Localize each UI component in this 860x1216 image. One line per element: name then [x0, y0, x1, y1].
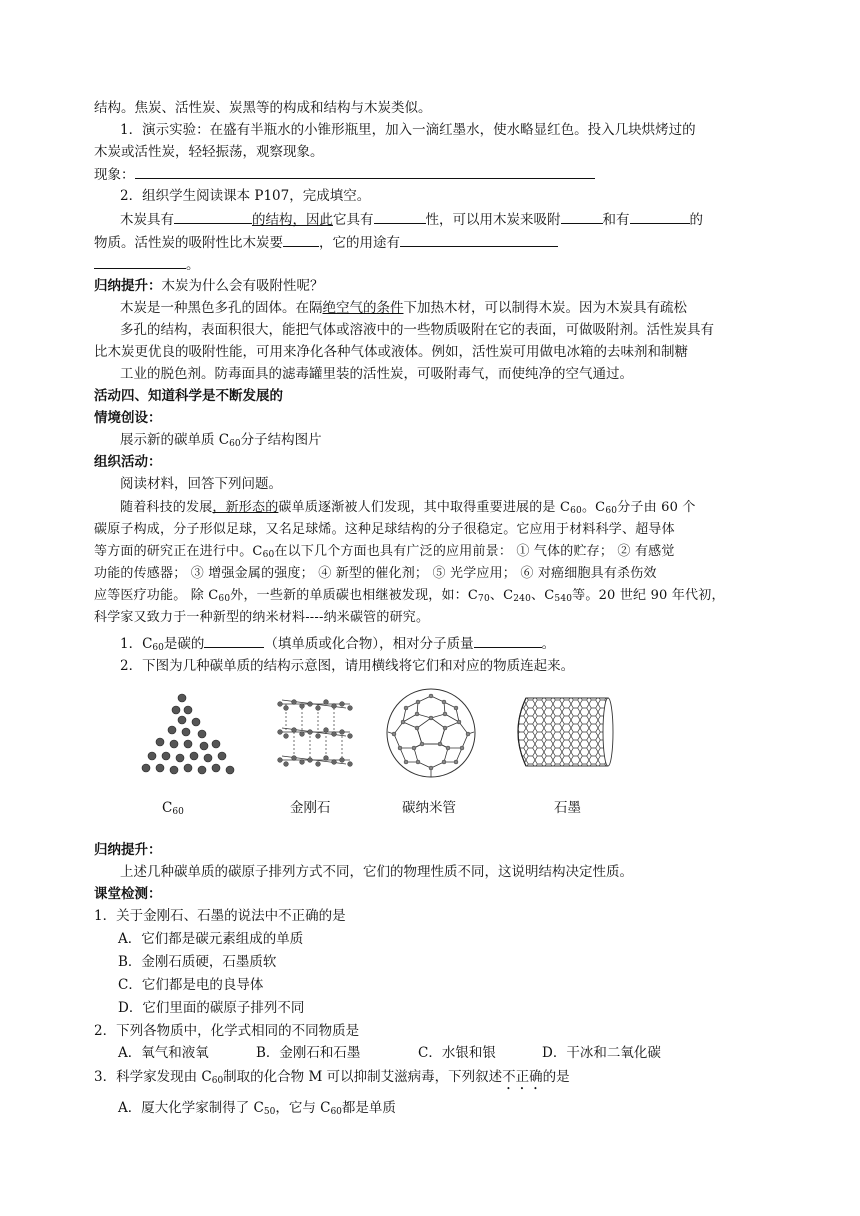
subscript: 70	[478, 594, 490, 604]
organize-text: 阅读材料，回答下列问题。	[120, 476, 282, 492]
reading-line: 碳原子构成，分子形似足球，又名足球烯。这种足球结构的分子很稳定。它应用于材料科学、超导体	[94, 522, 675, 537]
answer-blank[interactable]	[174, 209, 252, 224]
text-line	[120, 298, 687, 318]
fill-blank-line	[120, 209, 703, 230]
graphite-layer-structure-image	[272, 690, 356, 778]
activity-title: 活动四、知道科学是不断发展的	[94, 388, 283, 404]
text: A．厦大化学家制得了 C	[118, 1100, 264, 1116]
answer-blank[interactable]	[630, 209, 690, 224]
reading-line	[94, 542, 675, 565]
subscript: 60	[605, 506, 618, 516]
text: 的	[689, 212, 703, 228]
text: 分子由 60 个	[617, 500, 696, 515]
text: 物质。活性炭的吸附性比木炭要	[94, 235, 283, 251]
subscript: 50	[263, 1107, 276, 1117]
text: （填单质或化合物），相对分子质量	[264, 636, 474, 652]
summary-text: 上述几种碳单质的碳原子排列方式不同，它们的物理性质不同，这说明结构决定性质。	[120, 864, 633, 880]
phenomenon-line	[94, 164, 595, 185]
option-item[interactable]: A．它们都是碳元素组成的单质	[118, 931, 304, 947]
underlined-text: 绝空气的条件	[322, 300, 404, 316]
text: 性，可以用木炭来吸附	[425, 212, 561, 228]
answer-blank[interactable]	[561, 209, 603, 224]
reading-line	[120, 498, 696, 521]
text: 。C	[581, 500, 606, 515]
text: 制取的化合物 M 可以抑制艾滋病毒，下列叙述	[223, 1069, 503, 1085]
underlined-text: ，新形态的	[212, 500, 279, 515]
text-line: 多孔的结构，表面积很大，能把气体或溶液中的一些物质吸附在它的表面，可做吸附剂。活性炭具有	[120, 322, 714, 338]
subscript: 60	[330, 1107, 342, 1117]
text: 1．C	[120, 636, 153, 652]
fill-blank-line	[94, 254, 200, 275]
text-line: 木炭或活性炭，轻轻振荡，观察现象。	[94, 144, 324, 160]
text: C	[162, 800, 173, 816]
scene-label: 情境创设：	[94, 410, 162, 426]
text: 分子结构图片	[240, 432, 322, 448]
text: 它具有	[333, 212, 374, 228]
test-question-3	[94, 1067, 570, 1093]
summary-heading	[94, 276, 324, 296]
subscript: 240	[513, 594, 532, 604]
c60-pyramid-structure-image	[138, 690, 238, 778]
text: 、C	[489, 588, 514, 603]
text: 木炭是一种黑色多孔的固体。在隔	[120, 300, 323, 316]
reading-line	[94, 586, 725, 609]
text: ，它的用途有	[319, 235, 400, 251]
text-line: 工业的脱色剂。防毒面具的滤毒罐里装的活性炭，可吸附毒气，而使纯净的空气通过。	[120, 366, 633, 382]
text: 应等医疗功能。 除 C	[94, 588, 219, 603]
graphite-tube-structure-image	[508, 692, 614, 772]
answer-blank[interactable]	[94, 254, 186, 269]
option-item[interactable]: C．水银和银	[418, 1045, 496, 1061]
text: 外，一些新的单质碳也相继被发现，如：C	[230, 588, 479, 603]
text: 和有	[602, 212, 630, 228]
caption-graphite: 石墨	[554, 800, 581, 816]
caption-nanotube: 碳纳米管	[402, 800, 456, 816]
option-item[interactable]: C．它们都是电的良导体	[118, 977, 264, 993]
text: 木炭具有	[120, 212, 174, 228]
emphasis-text: 不正确	[502, 1069, 543, 1085]
option-item[interactable]: A．氧气和液氧	[118, 1045, 209, 1061]
summary-label: 归纳提升：	[94, 842, 162, 858]
answer-blank[interactable]	[204, 633, 264, 648]
answer-blank[interactable]	[400, 232, 558, 247]
subscript: 540	[554, 594, 573, 604]
test-question-1: 1．关于金刚石、石墨的说法中不正确的是	[94, 908, 346, 924]
reading-line: 功能的传感器； ③ 增强金属的强度； ④ 新型的催化剂； ⑤ 光学应用； ⑥ 对癌细胞具有杀伤效	[94, 566, 657, 581]
scene-text	[120, 430, 322, 454]
option-item[interactable]: D．干冰和二氧化碳	[542, 1045, 661, 1061]
text: 等方面的研究正在进行中。C	[94, 544, 263, 559]
subscript: 60	[211, 1076, 224, 1086]
text: 3．科学家发现由 C	[94, 1069, 212, 1085]
text: 都是单质	[341, 1100, 396, 1116]
subscript: 60	[229, 439, 241, 449]
answer-blank[interactable]	[474, 633, 542, 648]
option-row	[118, 1043, 661, 1063]
text: 。	[541, 636, 556, 652]
text-line: 比木炭更优良的吸附性能，可用来净化各种气体或液体。例如，活性炭可用做电冰箱的去味剂和制糖	[94, 344, 688, 360]
text: 在以下几个方面也具有广泛的应用前景： ① 气体的贮存； ② 有感觉	[274, 544, 675, 559]
text-line: 结构。焦炭、活性炭、炭黑等的构成和结构与木炭类似。	[94, 100, 432, 116]
option-item[interactable]: B．金刚石质硬，石墨质软	[118, 954, 277, 970]
text: 下加热木材，可以制得木炭。因为木炭具有疏松	[403, 300, 687, 316]
text: 是碳的	[163, 636, 205, 652]
underlined-text: 的结构，因此	[252, 212, 333, 228]
test-question-2: 2．下列各物质中，化学式相同的不同物质是	[94, 1023, 360, 1039]
answer-blank[interactable]	[374, 209, 426, 224]
answer-blank[interactable]	[135, 164, 595, 179]
text: ，它与 C	[275, 1100, 331, 1116]
option-item[interactable]: D．它们里面的碳原子排列不同	[118, 1000, 305, 1016]
summary-question: 木炭为什么会有吸附性呢？	[161, 278, 324, 294]
nanotube-ball-structure-image	[384, 686, 478, 780]
summary-label: 归纳提升：	[94, 278, 162, 294]
text: 。	[186, 257, 200, 273]
text: 等。20 世纪 90 年代初，	[572, 588, 725, 603]
caption-diamond: 金刚石	[290, 800, 331, 816]
text: 的是	[542, 1069, 570, 1085]
subscript: 60	[262, 550, 275, 560]
answer-blank[interactable]	[283, 232, 319, 247]
subscript: 60	[218, 594, 231, 604]
fill-blank-line	[94, 232, 558, 253]
text: 展示新的碳单质 C	[120, 432, 230, 448]
text: 、C	[531, 588, 555, 603]
option-item[interactable]: B．金刚石和石墨	[256, 1045, 361, 1061]
reading-line: 科学家又致力于一种新型的纳米材料----纳米碳管的研究。	[94, 610, 430, 625]
subscript: 60	[152, 643, 164, 653]
phenomenon-label: 现象：	[94, 167, 135, 183]
text: 碳单质逐渐被人们发现，其中取得重要进展的是 C	[278, 500, 571, 515]
text: 随着科技的发展	[120, 500, 213, 515]
reading-task-line: 2．组织学生阅读课本 P107，完成填空。	[120, 188, 371, 204]
option-item[interactable]	[118, 1098, 396, 1122]
question-line	[120, 633, 555, 658]
subscript: 60	[570, 506, 582, 516]
organize-label: 组织活动：	[94, 454, 162, 470]
caption-c60	[162, 798, 184, 822]
question-line: 2．下图为几种碳单质的结构示意图，请用横线将它们和对应的物质连起来。	[120, 658, 575, 674]
demo-experiment-line: 1．演示实验：在盛有半瓶水的小锥形瓶里，加入一滴红墨水，使水略显红色。投入几块烘烤过的	[120, 122, 696, 138]
test-label: 课堂检测：	[94, 886, 162, 902]
subscript: 60	[172, 807, 184, 817]
